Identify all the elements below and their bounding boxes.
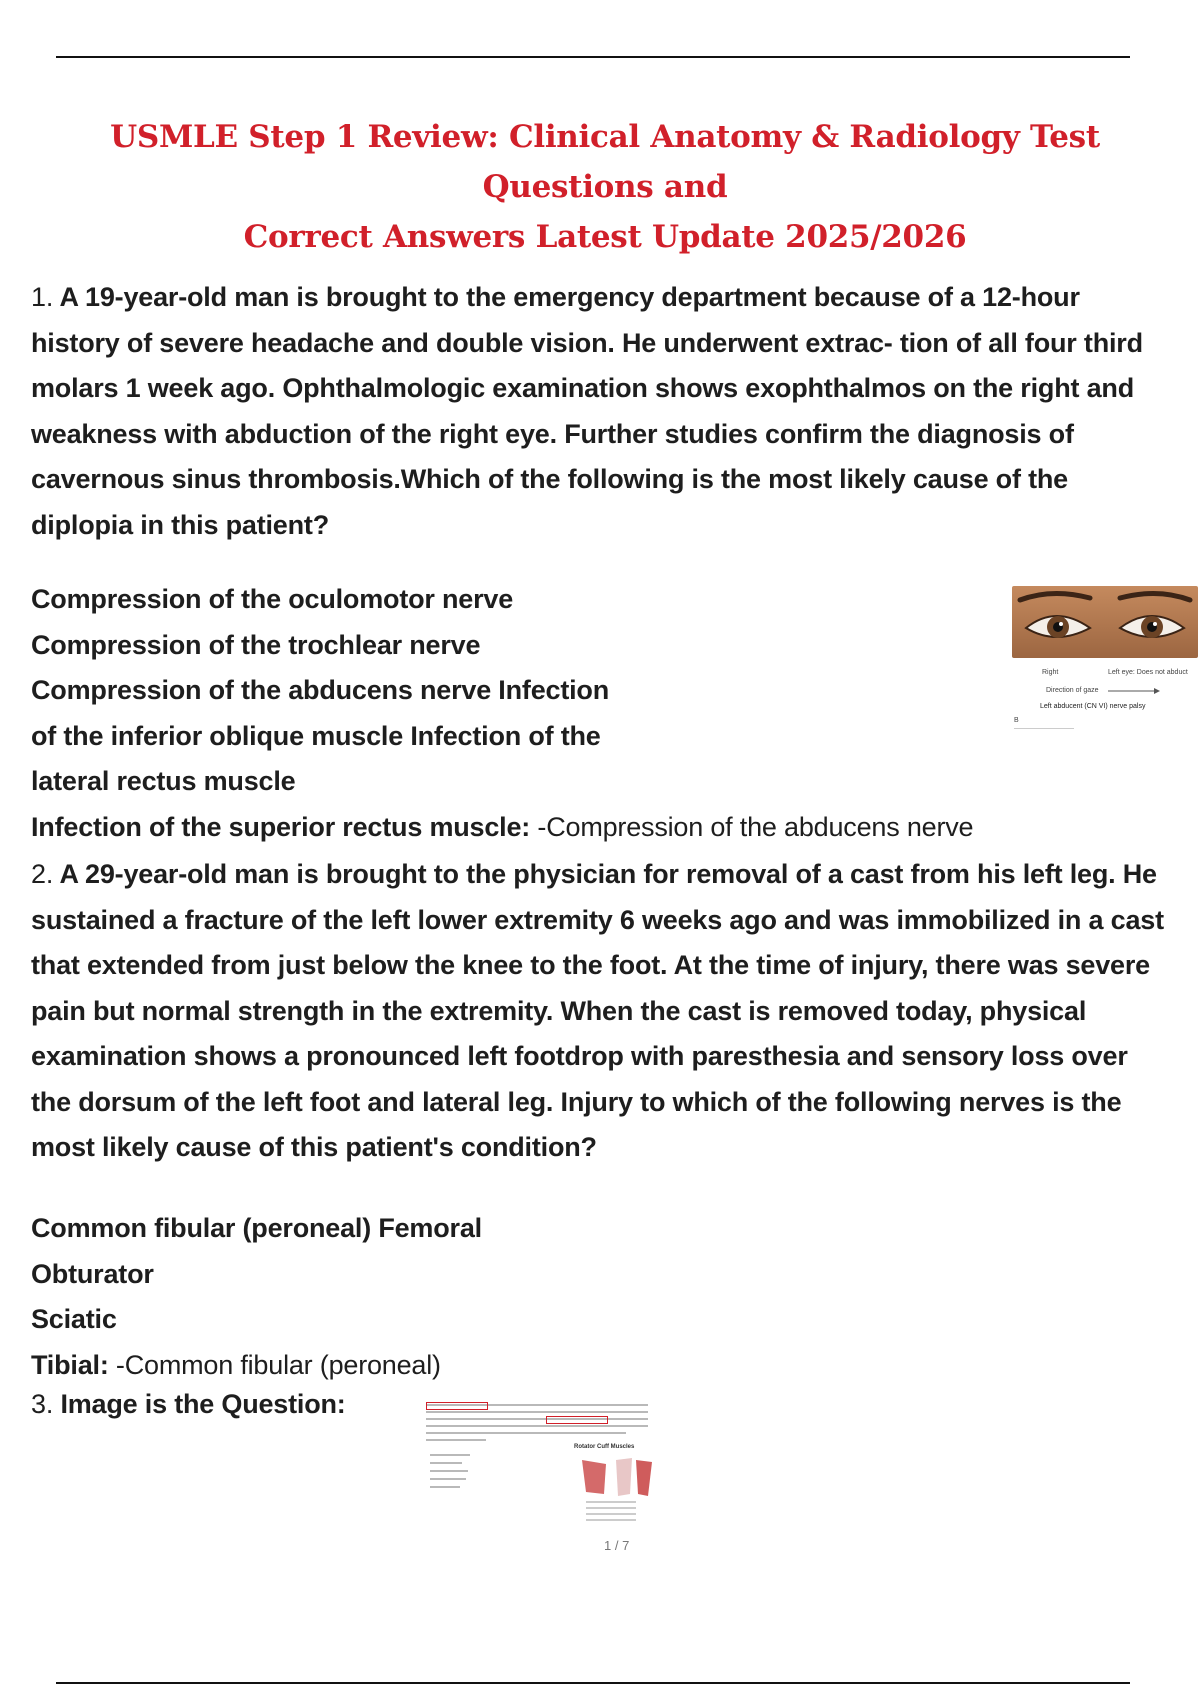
correct-answer: -Compression of the abducens nerve <box>530 811 974 842</box>
answer-option: Compression of the trochlear nerve <box>31 629 481 660</box>
thumb-text-line <box>426 1418 648 1420</box>
thumb-option-line <box>430 1462 462 1464</box>
title-line-1: USMLE Step 1 Review: Clinical Anatomy & Radiology Test Questions and <box>110 119 1100 205</box>
question-number: 3. <box>31 1389 54 1419</box>
eye-photo <box>1012 586 1198 658</box>
thumb-text-line <box>426 1432 626 1434</box>
thumb-highlight <box>426 1402 488 1410</box>
gaze-arrow-icon <box>1108 687 1160 695</box>
question-stem-line: history of severe headache and double vision. He underwent extrac- tion of all four third <box>31 327 1143 358</box>
correct-answer: -Common fibular (peroneal) <box>108 1349 441 1380</box>
thumb-text-line <box>426 1425 648 1427</box>
thumb-text-line <box>426 1411 648 1413</box>
thumb-text-line <box>426 1439 486 1441</box>
question-1-stem <box>31 275 1191 548</box>
page-number: 1 / 7 <box>604 1538 630 1553</box>
answer-option: Common fibular (peroneal) Femoral <box>31 1213 482 1243</box>
top-rule <box>56 56 1130 58</box>
figure-panel-label: B <box>1014 717 1019 724</box>
thumb-diagram-label: Rotator Cuff Muscles <box>574 1444 635 1450</box>
rotator-cuff-diagram <box>576 1454 656 1526</box>
question-stem-line: molars 1 week ago. Ophthalmologic examination shows exophthalmos on the right and <box>31 373 1134 403</box>
question-stem-line: that extended from just below the knee to the foot. At the time of injury, there was severe <box>31 950 1150 980</box>
question-stem-line: 2. A 29-year-old man is brought to the physician for removal of a cast from his left leg. He <box>31 859 1157 889</box>
thumb-option-line <box>430 1470 468 1472</box>
answer-option: of the inferior oblique muscle Infection of the <box>31 720 601 751</box>
question-stem-line: diplopia in this patient? <box>31 509 329 540</box>
answer-option: Compression of the oculomotor nerve <box>31 584 514 614</box>
answer-option-last: Infection of the superior rectus muscle: -Compression of the abducens nerve <box>31 811 974 842</box>
page-title <box>30 112 1180 262</box>
answer-option: Compression of the abducens nerve Infection <box>31 675 610 705</box>
answer-option-last: Tibial: -Common fibular (peroneal) <box>31 1349 441 1380</box>
question-stem-line: examination shows a pronounced left footdrop with paresthesia and sensory loss over <box>31 1041 1128 1071</box>
question-stem-line: the dorsum of the left foot and lateral leg. Injury to which of the following nerves is the <box>31 1086 1122 1117</box>
thumb-option-line <box>430 1486 460 1488</box>
question-2-options <box>31 1206 1191 1388</box>
question-3-image <box>426 1402 656 1552</box>
question-stem-line: 3. Image is the Question: <box>31 1389 346 1419</box>
question-number: 2. <box>31 859 54 889</box>
thumb-highlight <box>546 1416 608 1424</box>
question-stem-line: weakness with abduction of the right eye. Further studies confirm the diagnosis of <box>31 418 1074 449</box>
question-stem-line: pain but normal strength in the extremity. When the cast is removed today, physical <box>31 995 1087 1026</box>
figure-label-right: Right <box>1042 669 1059 676</box>
question-stem-line: sustained a fracture of the left lower extremity 6 weeks ago and was immobilized in a cast <box>31 904 1164 935</box>
question-number: 1. <box>31 282 54 312</box>
title-line-2: Correct Answers Latest Update 2025/2026 <box>243 219 967 255</box>
figure-source-line <box>1014 728 1074 729</box>
figure-label-left: Left eye: Does not abduct <box>1108 669 1188 676</box>
answer-option: Obturator <box>31 1258 154 1289</box>
figure-gaze-label: Direction of gaze <box>1046 687 1099 694</box>
bottom-rule <box>56 1682 1130 1684</box>
question-2-stem <box>31 852 1191 1171</box>
answer-option: Sciatic <box>31 1304 117 1334</box>
abducens-palsy-figure <box>1012 586 1198 736</box>
question-stem-line: cavernous sinus thrombosis.Which of the following is the most likely cause of the <box>31 464 1068 494</box>
figure-caption: Left abducent (CN VI) nerve palsy <box>1040 703 1146 710</box>
thumb-option-line <box>430 1454 470 1456</box>
question-stem-line: 1. A 19-year-old man is brought to the emergency department because of a 12-hour <box>31 282 1080 312</box>
answer-option: lateral rectus muscle <box>31 766 296 796</box>
thumb-option-line <box>430 1478 466 1480</box>
question-stem-line: most likely cause of this patient's condition? <box>31 1132 597 1162</box>
